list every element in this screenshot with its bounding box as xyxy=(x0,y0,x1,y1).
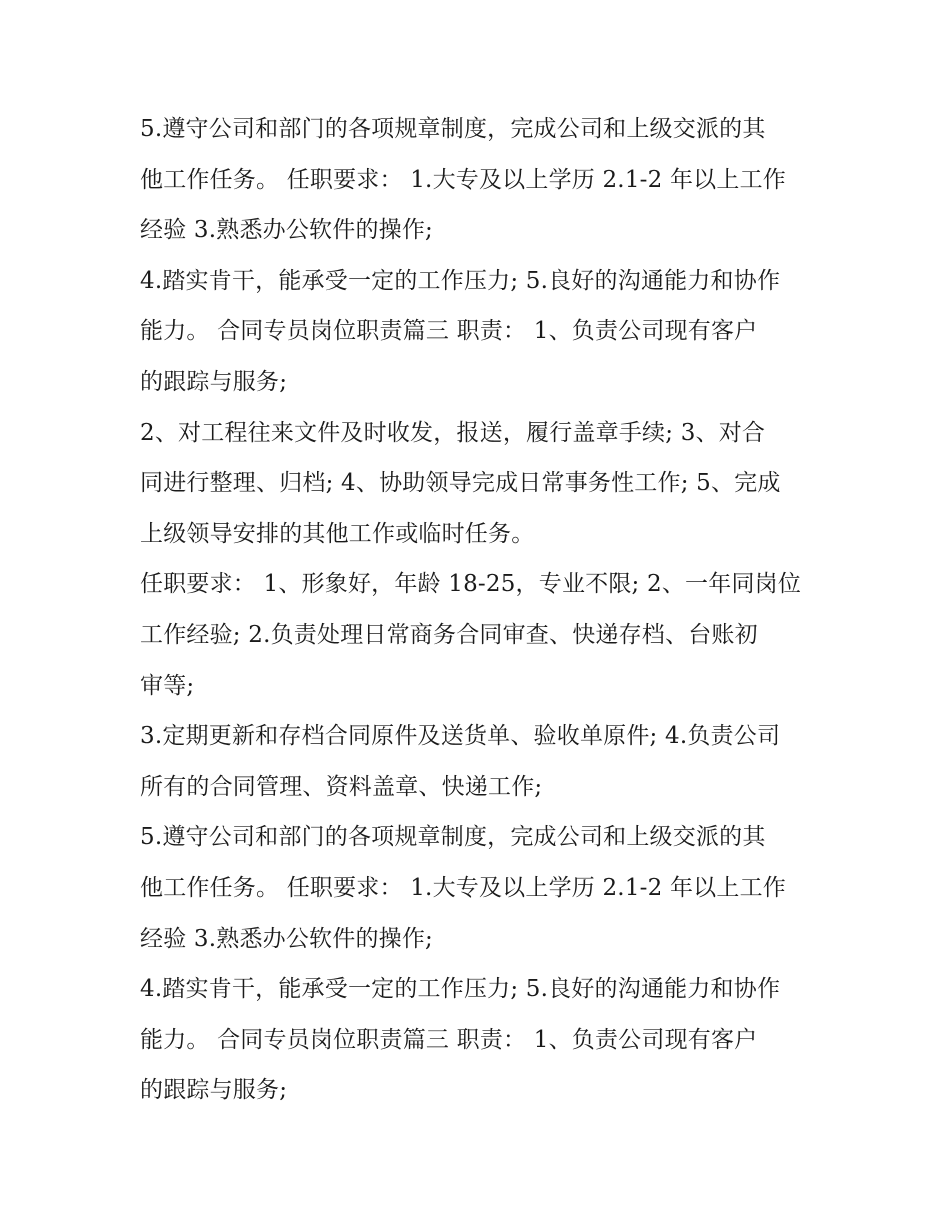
text-line: 的跟踪与服务; xyxy=(140,368,288,395)
text-line: 审等; xyxy=(140,672,195,699)
text-line: 工作经验; 2.负责处理日常商务合同审查、快递存档、台账初 xyxy=(140,621,758,648)
text-line: 4.踏实肯干，能承受一定的工作压力; 5.良好的沟通能力和协作 xyxy=(140,267,781,294)
text-line: 能力。 合同专员岗位职责篇三 职责： 1、负责公司现有客户 xyxy=(140,318,758,345)
text-line: 经验 3.熟悉办公软件的操作; xyxy=(140,925,434,952)
text-line: 2、对工程往来文件及时收发，报送，履行盖章手续; 3、对合 xyxy=(140,419,766,446)
text-line: 5.遵守公司和部门的各项规章制度，完成公司和上级交派的其 xyxy=(140,116,766,142)
text-line: 他工作任务。 任职要求： 1.大专及以上学历 2.1-2 年以上工作 xyxy=(140,874,786,901)
text-line: 任职要求： 1、形象好，年龄 18-25，专业不限; 2、一年同岗位 xyxy=(140,571,802,598)
text-line: 的跟踪与服务; xyxy=(140,1077,288,1104)
text-line: 上级领导安排的其他工作或临时任务。 xyxy=(140,520,535,547)
document-body xyxy=(140,104,820,1116)
text-line: 5.遵守公司和部门的各项规章制度，完成公司和上级交派的其 xyxy=(140,824,766,851)
text-line: 经验 3.熟悉办公软件的操作; xyxy=(140,217,434,244)
text-line: 4.踏实肯干，能承受一定的工作压力; 5.良好的沟通能力和协作 xyxy=(140,976,781,1003)
text-line: 所有的合同管理、资料盖章、快递工作; xyxy=(140,773,543,800)
text-line: 同进行整理、归档; 4、协助领导完成日常事务性工作; 5、完成 xyxy=(140,470,781,497)
text-line: 能力。 合同专员岗位职责篇三 职责： 1、负责公司现有客户 xyxy=(140,1026,758,1053)
text-line: 他工作任务。 任职要求： 1.大专及以上学历 2.1-2 年以上工作 xyxy=(140,166,786,193)
text-line: 3.定期更新和存档合同原件及送货单、验收单原件; 4.负责公司 xyxy=(140,723,781,750)
